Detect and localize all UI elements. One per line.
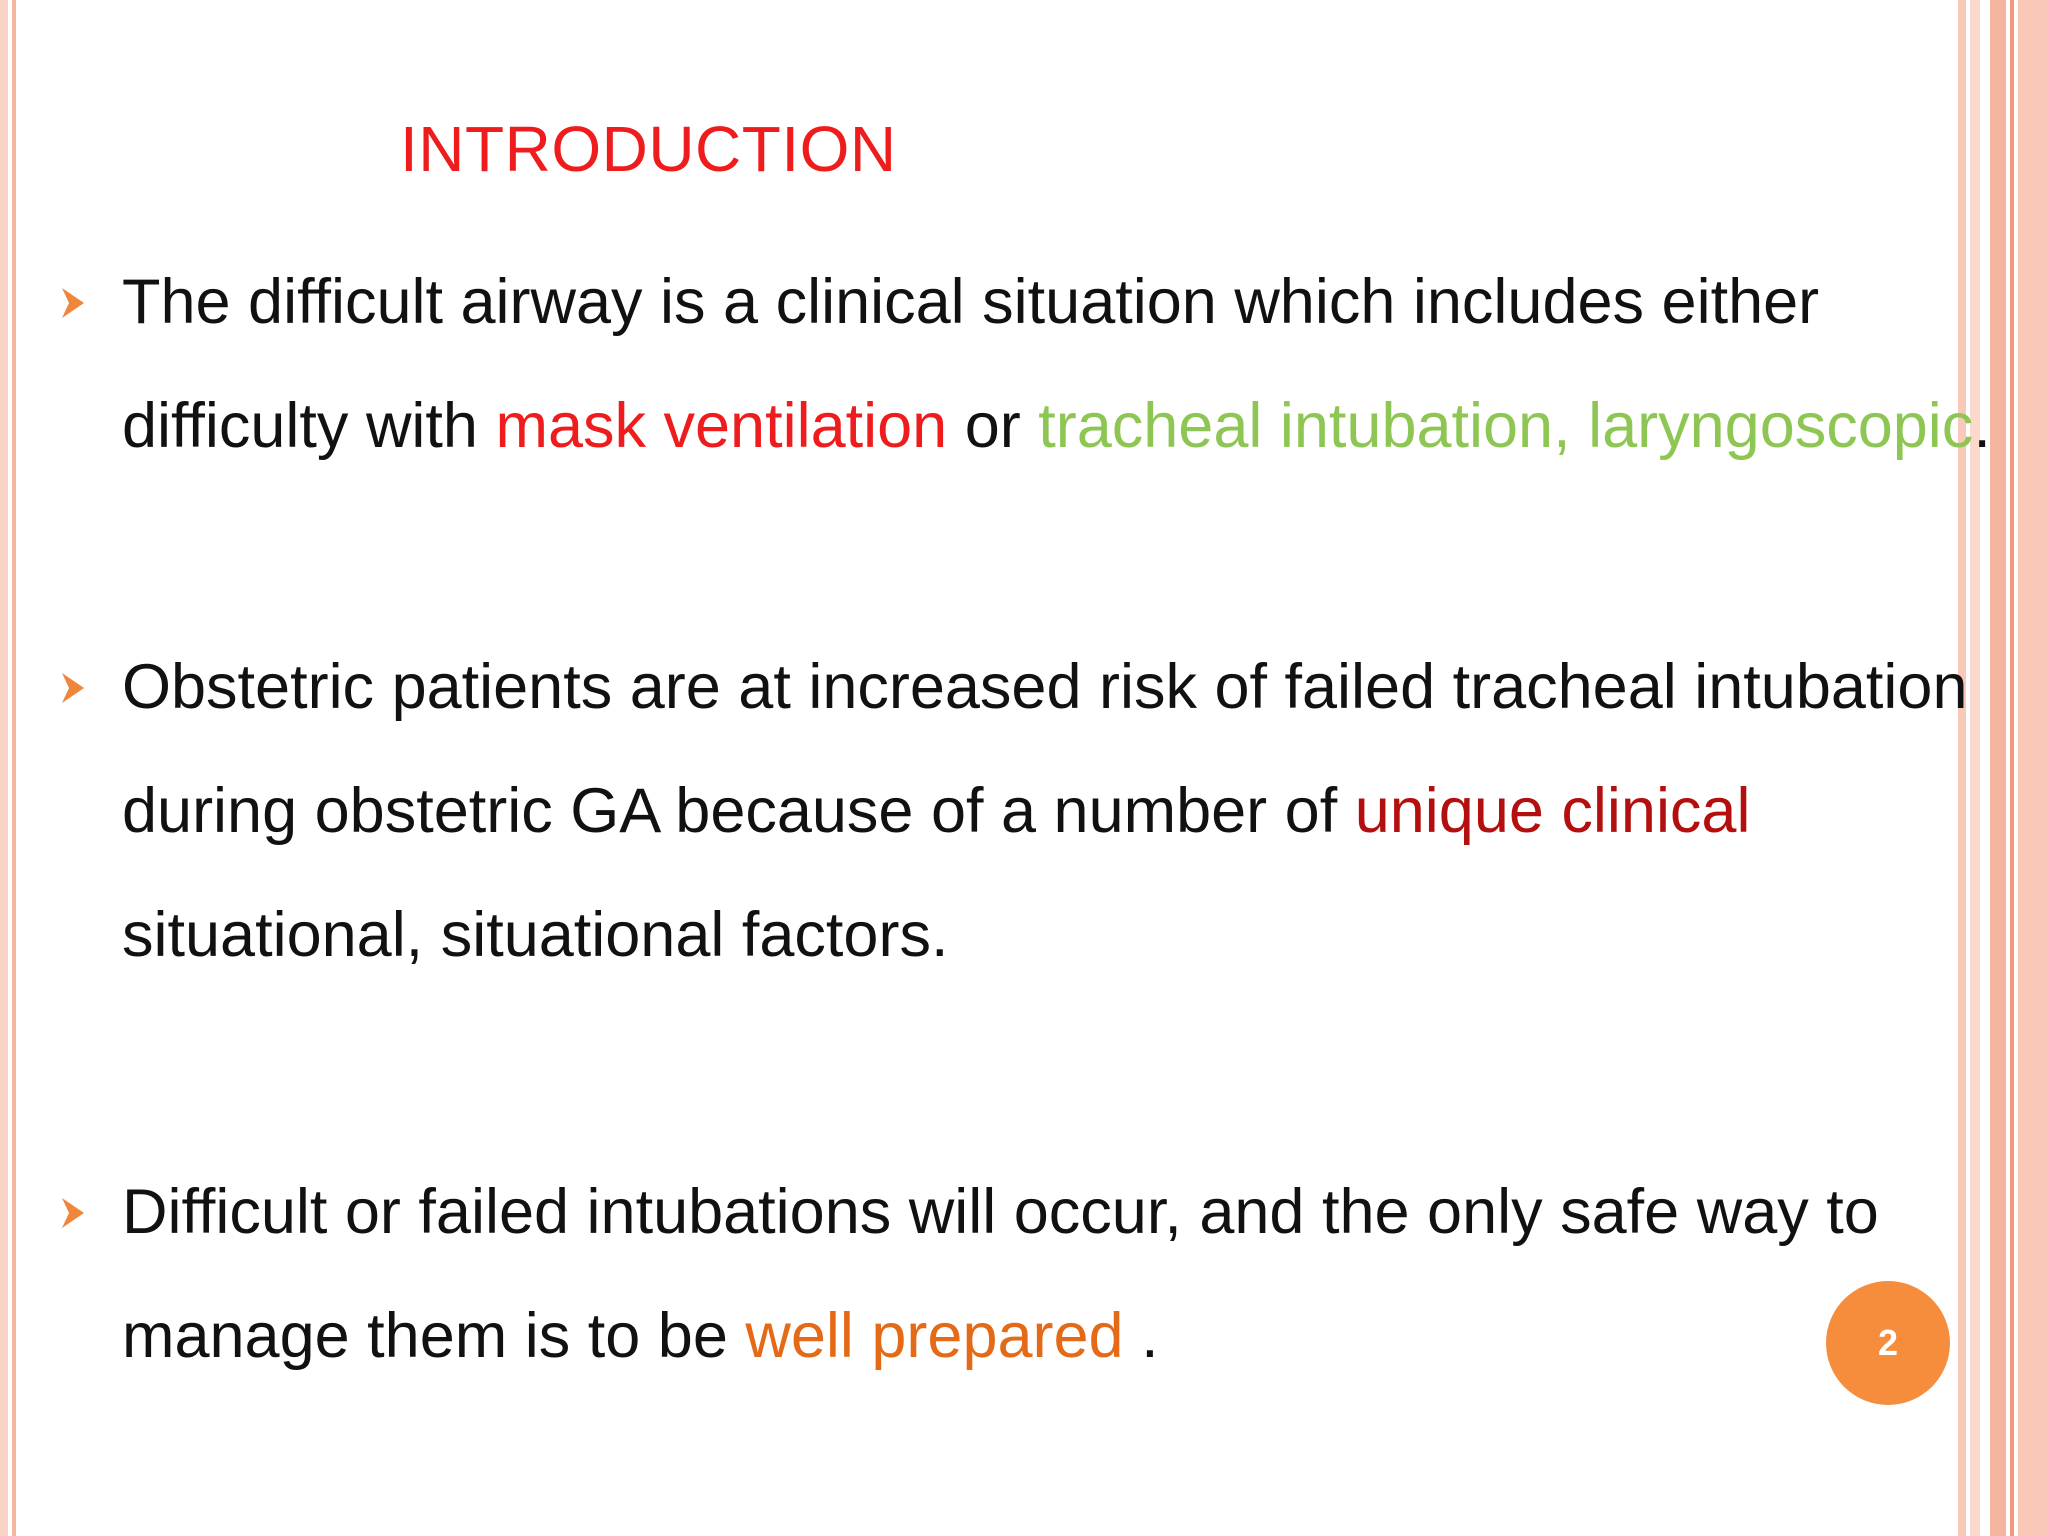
left-border-stripe [0, 0, 8, 1536]
bullet-text: or [947, 391, 1039, 461]
bullet-text: Obstetric patients are at increased risk of failed tracheal intubation during obstetric GA because of a number of [122, 652, 1968, 846]
bullet-text: . [1123, 1301, 1159, 1371]
bullet-text: . [1973, 391, 1991, 461]
highlight-well-prepared: well prepared [745, 1301, 1124, 1371]
bullet-item [122, 1150, 2022, 1398]
bullet-text: The difficult airway is a clinical situation which includes either difficulty with [122, 267, 1820, 461]
slide-title: INTRODUCTION [400, 113, 897, 185]
right-border-stripe [2018, 0, 2048, 1536]
arrowhead-bullet-icon [62, 673, 84, 703]
page-number-badge: 2 [1826, 1281, 1950, 1405]
arrowhead-bullet-icon [62, 288, 84, 318]
arrowhead-bullet-icon [62, 1198, 84, 1228]
bullet-item [122, 240, 2022, 488]
bullet-item [122, 625, 2022, 997]
left-border-line [12, 0, 16, 1536]
bullet-text: Difficult or failed intubations will occur, and the only safe way to manage them is to be [122, 1177, 1879, 1371]
highlight-unique-clinical: unique clinical [1354, 776, 1751, 846]
highlight-tracheal-intubation: tracheal intubation, laryngoscopic [1038, 391, 1974, 461]
bullet-text: situational, situational factors. [122, 900, 949, 970]
highlight-mask-ventilation: mask ventilation [495, 391, 948, 461]
